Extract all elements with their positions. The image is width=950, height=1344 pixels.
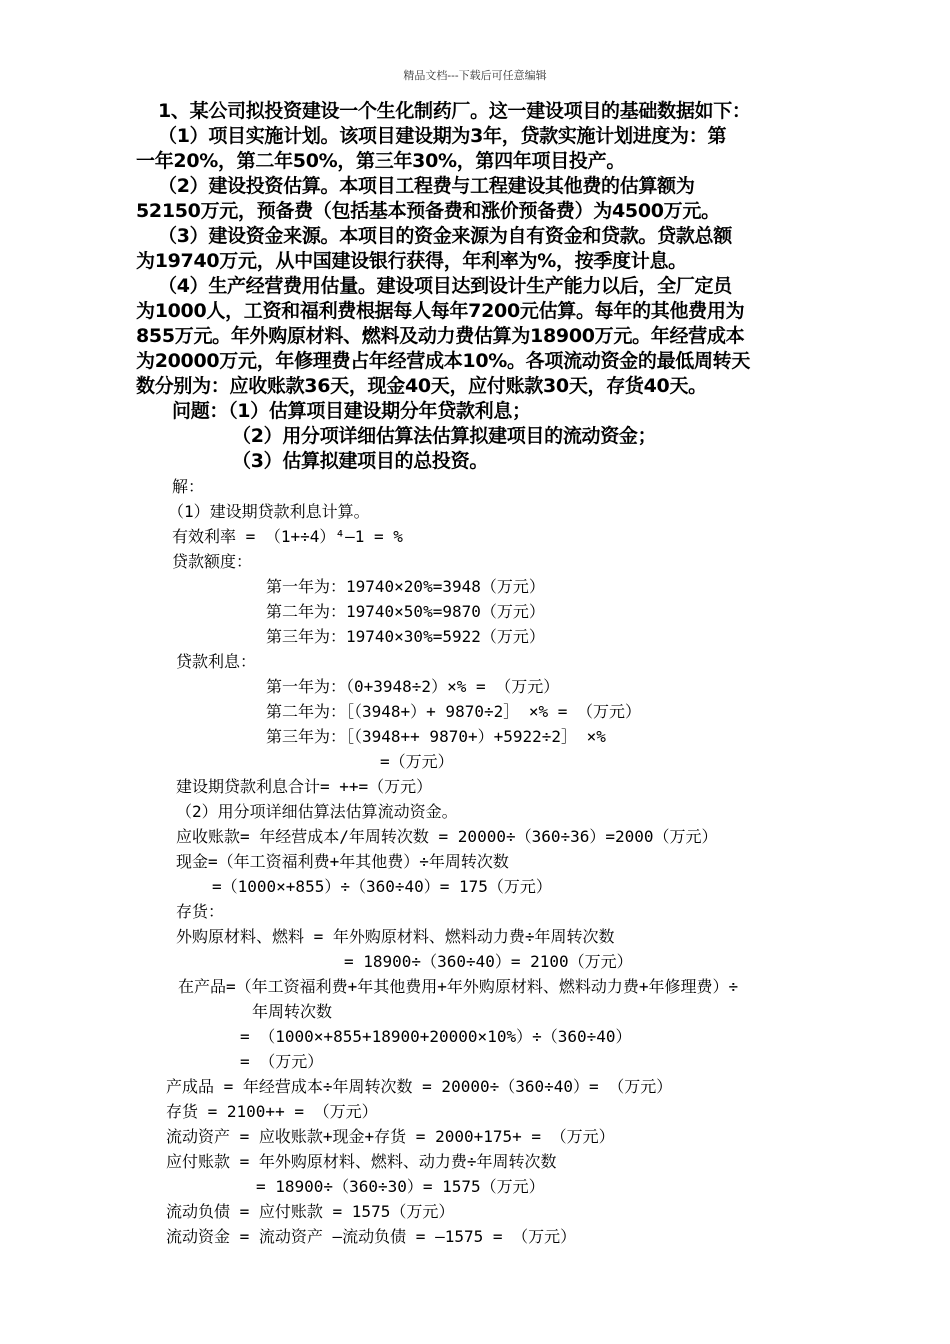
question-line: 为20000万元，年修理费占年经营成本10%。各项流动资金的最低周转天 <box>136 350 751 372</box>
question-line: 为19740万元，从中国建设银行获得，年利率为%，按季度计息。 <box>136 250 687 272</box>
solution-line: = （1000×+855+18900+20000×10%）÷（360÷40） <box>240 1027 632 1046</box>
solution-line: 第三年为：19740×30%=5922（万元） <box>266 627 545 646</box>
solution-line: （2）用分项详细估算法估算流动资金。 <box>176 802 458 821</box>
solution-line: 贷款利息： <box>176 652 257 671</box>
question-title: 1、某公司拟投资建设一个生化制药厂。这一建设项目的基础数据如下： <box>158 100 751 122</box>
solution-line: 流动负债 = 应付账款 = 1575（万元） <box>166 1202 455 1221</box>
question-line: 为1000人，工资和福利费根据每人每年7200元估算。每年的其他费用为 <box>136 300 745 322</box>
solution-line: 在产品=（年工资福利费+年其他费用+年外购原材料、燃料动力费+年修理费）÷ <box>178 977 739 996</box>
solution-line: 流动资金 = 流动资产 —流动负债 = —1575 = （万元） <box>166 1227 577 1246</box>
solution-line: 建设期贷款利息合计= ++=（万元） <box>176 777 433 796</box>
solution-line: = 18900÷（360÷40）= 2100（万元） <box>344 952 633 971</box>
solution-line: （1）建设期贷款利息计算。 <box>168 502 370 521</box>
solution-line: 第二年为：［（3948+）+ 9870÷2］ ×% = （万元） <box>266 702 642 721</box>
solution-line: 现金=（年工资福利费+年其他费）÷年周转次数 <box>176 852 509 871</box>
solution-line: 存货： <box>176 902 225 921</box>
solution-line: = 18900÷（360÷30）= 1575（万元） <box>256 1177 545 1196</box>
solution-line: 第三年为：［（3948++ 9870+）+5922÷2］ ×% <box>266 727 606 746</box>
solution-line: 应收账款= 年经营成本/年周转次数 = 20000÷（360÷36）=2000（万元） <box>176 827 718 846</box>
solution-line: = （万元） <box>240 1052 324 1071</box>
solution-line: 第二年为：19740×50%=9870（万元） <box>266 602 545 621</box>
question-line: 855万元。年外购原材料、燃料及动力费估算为18900万元。年经营成本 <box>136 325 745 347</box>
solution-line: 存货 = 2100++ = （万元） <box>166 1102 378 1121</box>
page-header: 精品文档---下载后可任意编辑 <box>403 69 547 82</box>
solution-line: 产成品 = 年经营成本÷年周转次数 = 20000÷（360÷40）= （万元） <box>166 1077 673 1096</box>
question-line: 52150万元，预备费（包括基本预备费和涨价预备费）为4500万元。 <box>136 200 720 222</box>
solution-line: 外购原材料、燃料 = 年外购原材料、燃料动力费÷年周转次数 <box>176 927 615 946</box>
solution-line: 应付账款 = 年外购原材料、燃料、动力费÷年周转次数 <box>166 1152 557 1171</box>
solution-line: 贷款额度： <box>172 552 253 571</box>
solution-line: =（万元） <box>380 752 454 771</box>
question-line: 一年20%，第二年50%，第三年30%，第四年项目投产。 <box>136 150 626 172</box>
solution-line: =（1000×+855）÷（360÷40）= 175（万元） <box>212 877 552 896</box>
problem-item: （3）估算拟建项目的总投资。 <box>232 450 489 472</box>
question-line: （1）项目实施计划。该项目建设期为3年，贷款实施计划进度为：第 <box>158 125 727 147</box>
question-line: （4）生产经营费用估量。建设项目达到设计生产能力以后，全厂定员 <box>158 275 732 297</box>
solution-line: 第一年为：（0+3948÷2）×% = （万元） <box>266 677 560 696</box>
solution-line: 流动资产 = 应收账款+现金+存货 = 2000+175+ = （万元） <box>166 1127 615 1146</box>
question-line: （3）建设资金来源。本项目的资金来源为自有资金和贷款。贷款总额 <box>158 225 732 247</box>
problem-item: 问题：（1）估算项目建设期分年贷款利息； <box>172 400 531 422</box>
solution-line: 第一年为：19740×20%=3948（万元） <box>266 577 545 596</box>
question-line: 数分别为：应收账款36天，现金40天，应付账款30天，存货40天。 <box>136 375 707 397</box>
solution-line: 有效利率 = （1+÷4）⁴—1 = % <box>172 527 403 546</box>
problem-item: （2）用分项详细估算法估算拟建项目的流动资金； <box>232 425 657 447</box>
solution-line: 年周转次数 <box>252 1002 333 1021</box>
question-line: （2）建设投资估算。本项目工程费与工程建设其他费的估算额为 <box>158 175 695 197</box>
solution-heading: 解： <box>172 477 205 496</box>
